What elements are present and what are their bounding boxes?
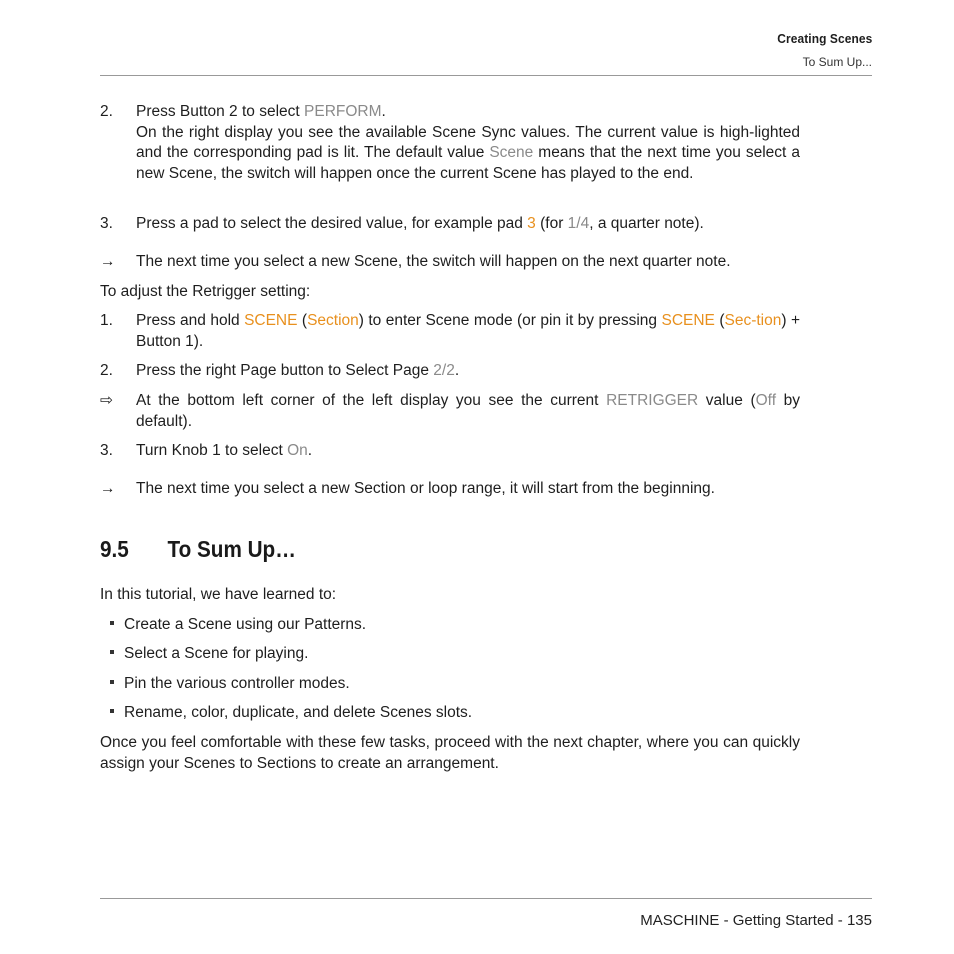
step-3-knob: 3. Turn Knob 1 to select On. bbox=[100, 441, 800, 462]
bullet-icon bbox=[110, 709, 114, 713]
page-footer: MASCHINE - Getting Started - 135 bbox=[640, 912, 872, 929]
closing-paragraph: Once you feel comfortable with these few tasks, proceed with the next chapter, where you can quickly assign your Scenes to Sections to create an arrangement. bbox=[100, 734, 800, 772]
result-note: → The next time you select a new Scene, the switch will happen on the next quarter note. bbox=[100, 252, 800, 273]
key-section: Sec-tion bbox=[724, 312, 782, 329]
value-retrigger: RETRIGGER bbox=[606, 392, 699, 409]
value-off: Off bbox=[755, 392, 777, 409]
section-title: To Sum Up… bbox=[167, 536, 296, 562]
running-header-section: To Sum Up... bbox=[802, 55, 872, 69]
bullet-icon bbox=[110, 621, 114, 625]
step-marker: 2. bbox=[100, 362, 113, 379]
step-marker: 3. bbox=[100, 442, 113, 459]
section-number: 9.5 bbox=[100, 536, 129, 562]
step-2-perform bbox=[100, 102, 800, 184]
step-description: On the right display you see the available Scene Sync values. The current value is high-lighted and the corresponding pad is lit. The default value Scene means that the next time you select a new Scene, the switch will happen once the current Scene has played to the end. bbox=[136, 123, 800, 182]
list-item: Pin the various controller modes. bbox=[110, 674, 350, 695]
arrow-right-icon: → bbox=[100, 480, 116, 497]
result-note: → The next time you select a new Section or loop range, it will start from the beginning. bbox=[100, 479, 800, 500]
bullet-icon bbox=[110, 650, 114, 654]
display-info: ⇨ At the bottom left corner of the left display you see the current RETRIGGER value (Off by default). bbox=[100, 392, 800, 430]
key-scene: SCENE bbox=[661, 312, 715, 329]
value-quarter: 1/4 bbox=[567, 215, 590, 232]
list-item: Create a Scene using our Patterns. bbox=[110, 615, 366, 636]
step-marker: 3. bbox=[100, 215, 113, 232]
key-scene: SCENE bbox=[244, 312, 298, 329]
list-item: Rename, color, duplicate, and delete Scenes slots. bbox=[110, 703, 472, 724]
step-1-scene-mode: 1. Press and hold SCENE (Section) to enter Scene mode (or pin it by pressing SCENE (Sec-tion) + Button 1). bbox=[100, 312, 800, 350]
value-scene: Scene bbox=[489, 144, 534, 161]
footer-divider bbox=[100, 898, 872, 899]
summary-intro: In this tutorial, we have learned to: bbox=[100, 586, 337, 603]
section-heading bbox=[100, 536, 296, 563]
list-item: Select a Scene for playing. bbox=[110, 644, 308, 665]
value-perform: PERFORM bbox=[304, 103, 382, 120]
step-3-pad: 3. Press a pad to select the desired value, for example pad 3 (for 1/4, a quarter note). bbox=[100, 214, 800, 235]
bullet-icon bbox=[110, 680, 114, 684]
value-page: 2/2 bbox=[433, 362, 455, 379]
arrow-right-icon: → bbox=[100, 253, 116, 270]
hollow-arrow-icon: ⇨ bbox=[100, 392, 113, 409]
step-marker: 2. bbox=[100, 103, 113, 120]
retrigger-intro: To adjust the Retrigger setting: bbox=[100, 283, 311, 300]
header-divider bbox=[100, 75, 872, 76]
pad-number: 3 bbox=[527, 215, 536, 232]
key-section: Section bbox=[307, 312, 359, 329]
step-2-page: 2. Press the right Page button to Select Page 2/2. bbox=[100, 361, 800, 382]
value-on: On bbox=[287, 442, 308, 459]
step-instruction: Press Button 2 to select PERFORM. bbox=[136, 103, 386, 120]
running-header-chapter: Creating Scenes bbox=[776, 31, 872, 46]
step-marker: 1. bbox=[100, 312, 113, 329]
